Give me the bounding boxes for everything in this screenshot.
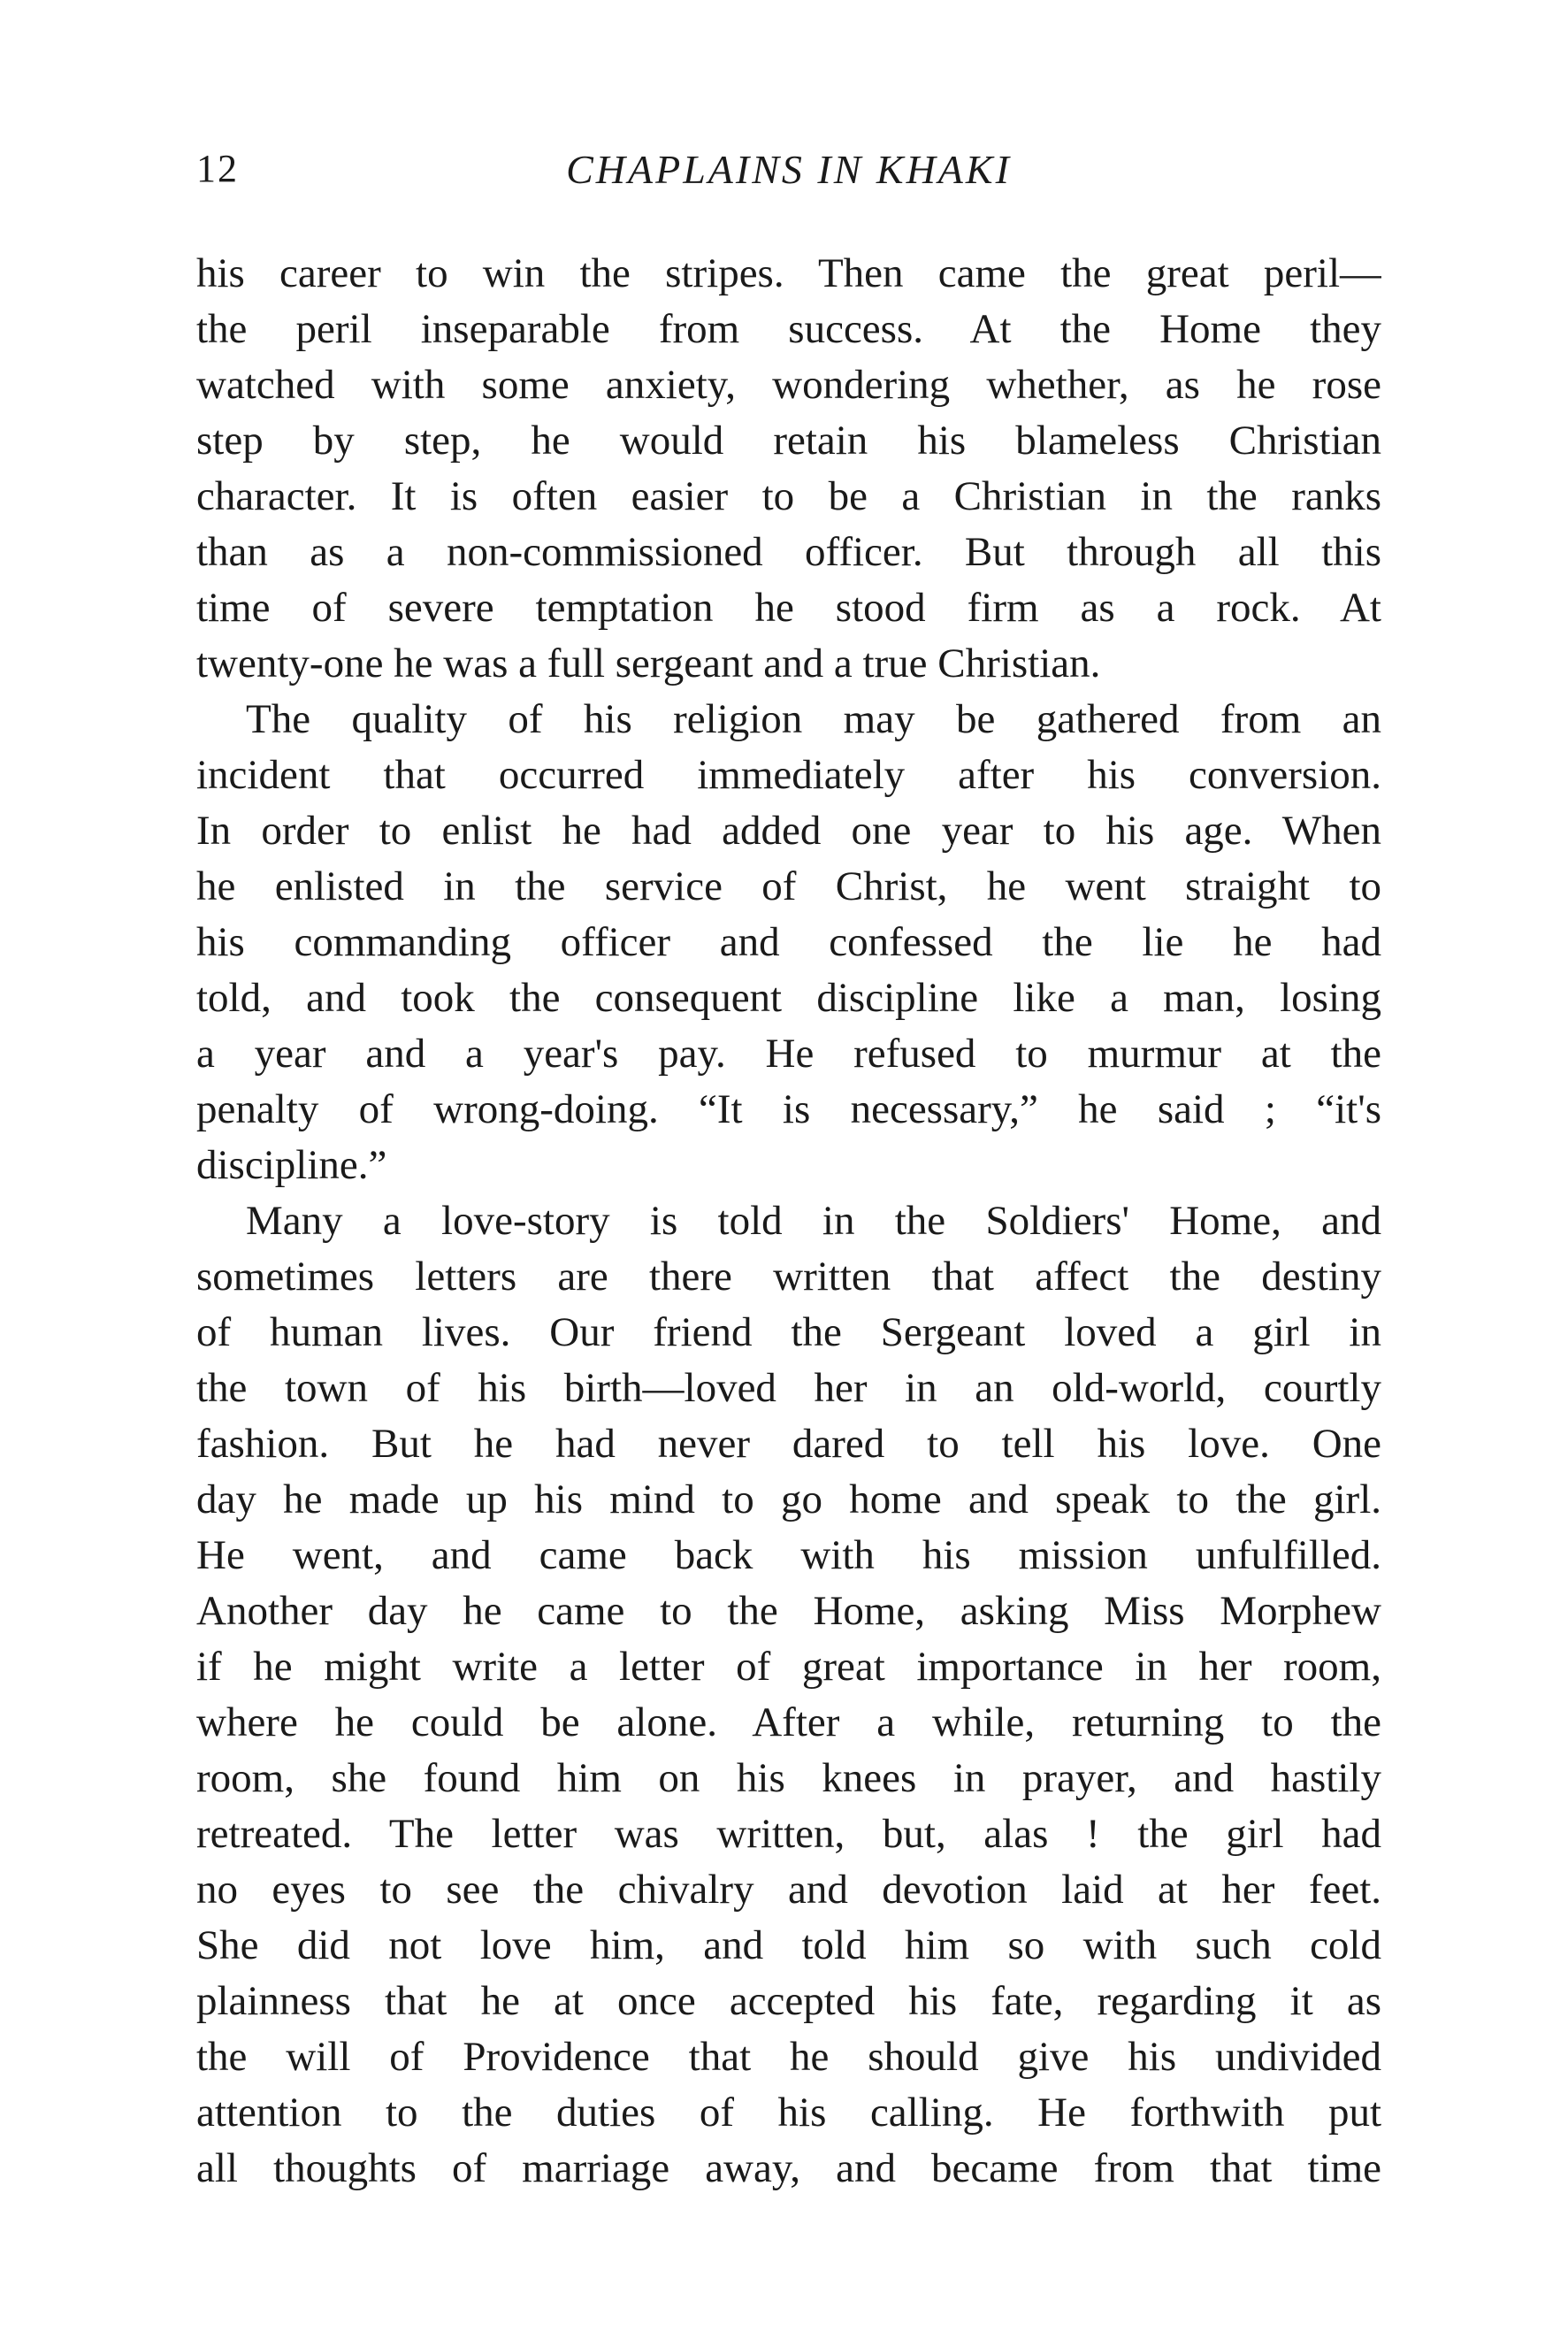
text-line: fashion. But he had never dared to tell his love. One bbox=[196, 1421, 1381, 1467]
text-line: told, and took the consequent discipline like a man, losing bbox=[196, 975, 1381, 1021]
text-line: where he could be alone. After a while, returning to the bbox=[196, 1699, 1381, 1745]
text-line: She did not love him, and told him so with such cold bbox=[196, 1922, 1381, 1968]
text-line: he enlisted in the service of Christ, he went straight to bbox=[196, 863, 1381, 909]
text-line: discipline.” bbox=[196, 1142, 387, 1188]
text-line: day he made up his mind to go home and speak to the girl. bbox=[196, 1476, 1381, 1522]
running-head bbox=[196, 146, 1381, 199]
text-line: step by step, he would retain his blameless Christian bbox=[196, 418, 1381, 464]
text-line: than as a non-commissioned officer. But through all this bbox=[196, 529, 1381, 575]
text-line: Many a love-story is told in the Soldiers' Home, and bbox=[246, 1198, 1381, 1244]
text-line: a year and a year's pay. He refused to murmur at the bbox=[196, 1031, 1381, 1077]
text-line: In order to enlist he had added one year to his age. When bbox=[196, 808, 1381, 854]
text-line: watched with some anxiety, wondering whether, as he rose bbox=[196, 362, 1381, 408]
running-title: CHAPLAINS IN KHAKI bbox=[566, 147, 1012, 192]
text-line: his commanding officer and confessed the lie he had bbox=[196, 919, 1381, 965]
text-line: of human lives. Our friend the Sergeant loved a girl in bbox=[196, 1309, 1381, 1355]
text-line: room, she found him on his knees in prayer, and hastily bbox=[196, 1755, 1381, 1801]
text-line: character. It is often easier to be a Christian in the ranks bbox=[196, 473, 1381, 519]
text-line: the town of his birth—loved her in an old-world, courtly bbox=[196, 1365, 1381, 1411]
text-line: attention to the duties of his calling. He forthwith put bbox=[196, 2090, 1381, 2136]
text-line: no eyes to see the chivalry and devotion laid at her feet. bbox=[196, 1867, 1381, 1913]
text-line: the will of Providence that he should give his undivided bbox=[196, 2034, 1381, 2080]
text-line: all thoughts of marriage away, and became from that time bbox=[196, 2145, 1381, 2191]
text-line: his career to win the stripes. Then came the great peril— bbox=[196, 250, 1381, 296]
text-line: penalty of wrong-doing. “It is necessary,” he said ; “it's bbox=[196, 1086, 1381, 1132]
text-line: Another day he came to the Home, asking Miss Morphew bbox=[196, 1588, 1381, 1634]
text-line: time of severe temptation he stood firm as a rock. At bbox=[196, 585, 1381, 631]
paragraph-1 bbox=[196, 246, 1381, 692]
body-text bbox=[196, 246, 1381, 2197]
text-line: if he might write a letter of great importance in her room, bbox=[196, 1644, 1381, 1690]
text-line: the peril inseparable from success. At the Home they bbox=[196, 306, 1381, 352]
page-number: 12 bbox=[196, 147, 239, 190]
paragraph-3 bbox=[196, 1193, 1381, 2197]
text-line: twenty-one he was a full sergeant and a true Christian. bbox=[196, 640, 1101, 686]
text-line: sometimes letters are there written that affect the destiny bbox=[196, 1254, 1381, 1300]
text-line: He went, and came back with his mission unfulfilled. bbox=[196, 1532, 1381, 1578]
text-line: plainness that he at once accepted his fate, regarding it as bbox=[196, 1978, 1381, 2024]
text-line: incident that occurred immediately after his conversion. bbox=[196, 752, 1381, 798]
text-line: The quality of his religion may be gathered from an bbox=[246, 696, 1381, 742]
text-line: retreated. The letter was written, but, alas ! the girl had bbox=[196, 1811, 1381, 1857]
paragraph-2 bbox=[196, 692, 1381, 1193]
